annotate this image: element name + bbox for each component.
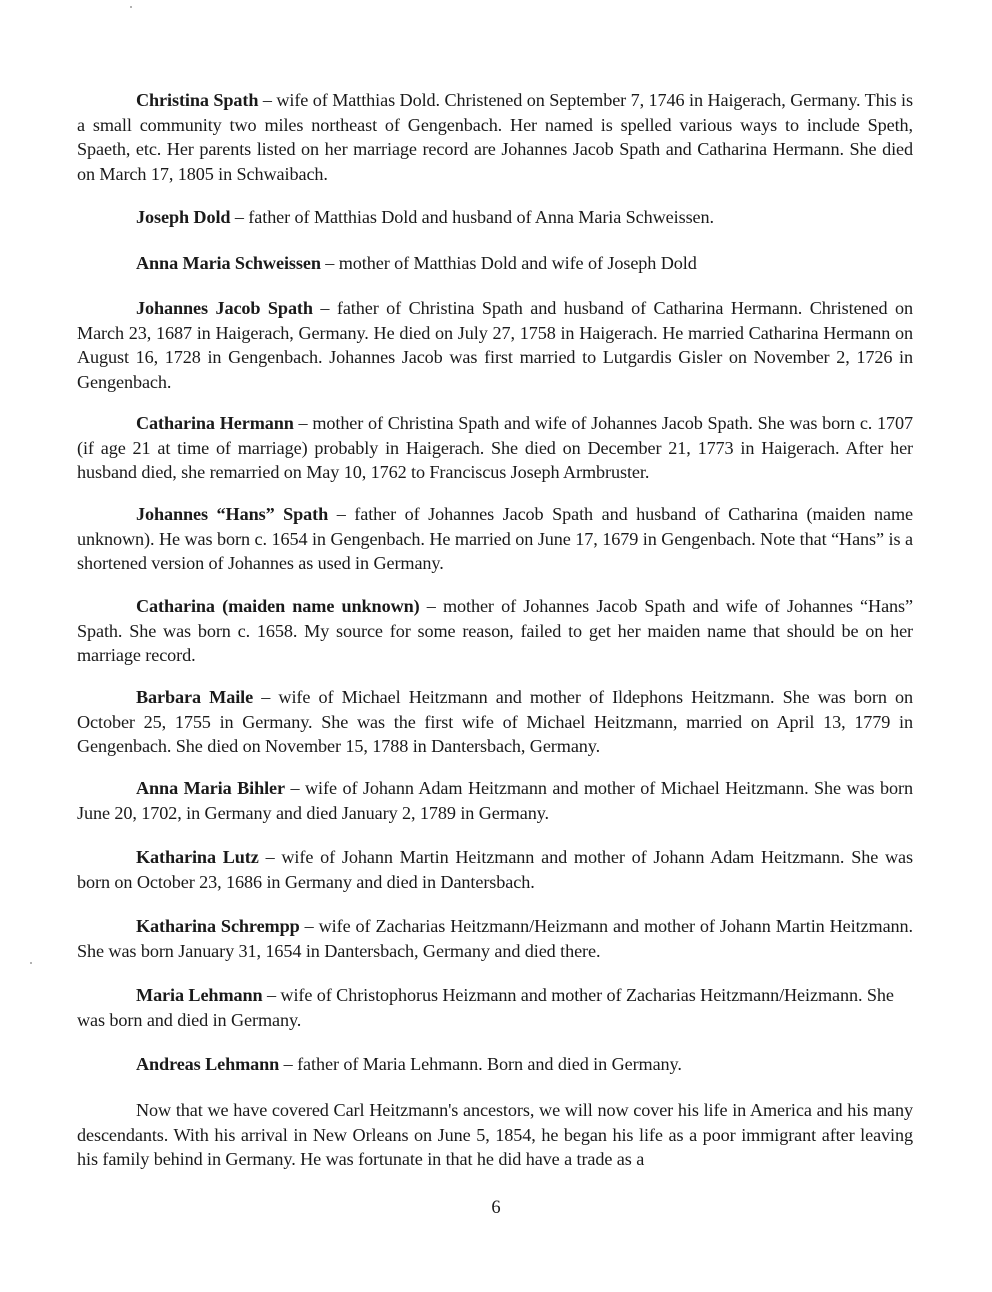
entry-catharina-hermann — [77, 411, 913, 485]
entry-johannes-hans-spath — [77, 502, 913, 576]
entry-catharina-maiden-unknown — [77, 594, 913, 668]
entry-name: Anna Maria Bihler — [136, 778, 285, 798]
entry-christina-spath — [77, 88, 913, 187]
entry-name: Katharina Lutz — [136, 847, 259, 867]
scan-speck — [30, 962, 32, 964]
entry-text: – mother of Johannes Jacob Spath and wife of Johannes “Hans” Spath. She was born c. 1658. My source for some reason, failed to get her maiden name that should be on her marriage record. — [77, 596, 913, 666]
entry-text: – wife of Christophorus Heizmann and mother of Zacharias Heitzmann/Heizmann. She was born and died in Germany. — [77, 985, 894, 1030]
page-number: 6 — [491, 1198, 501, 1218]
entry-name: Maria Lehmann — [136, 985, 263, 1005]
entry-name: Johannes “Hans” Spath — [136, 504, 329, 524]
entry-text: – wife of Johann Adam Heitzmann and mother of Michael Heitzmann. She was born June 20, 1702, in Germany and died January 2, 1789 in Germany. — [77, 778, 913, 823]
entry-text: – mother of Matthias Dold and wife of Joseph Dold — [320, 253, 697, 273]
entry-maria-lehmann — [77, 983, 913, 1032]
entry-katharina-schrempp — [77, 914, 913, 963]
entry-name: Joseph Dold — [136, 207, 231, 227]
entry-andreas-lehmann — [77, 1052, 913, 1077]
entry-text: – wife of Zacharias Heitzmann/Heizmann and mother of Johann Martin Heitzmann. She was born January 31, 1654 in Dantersbach, Germany and died there. — [77, 916, 913, 961]
closing-paragraph: Now that we have covered Carl Heitzmann's ancestors, we will now cover his life in America and his many descendants. With his arrival in New Orleans on June 5, 1854, he began his life as a poor immigrant after leaving his family behind in Germany. He was fortunate in that he did have a trade as a — [77, 1100, 913, 1170]
entry-name: Anna Maria Schweissen — [136, 253, 321, 273]
entry-text: – mother of Christina Spath and wife of Johannes Jacob Spath. She was born c. 1707 (if age 21 at time of marriage) probably in Haigerach. She died on December 21, 1773 in Haigerach. After her husband died, she remarried on May 10, 1762 to Franciscus Joseph Armbruster. — [77, 413, 913, 483]
entry-name: Katharina Schrempp — [136, 916, 300, 936]
scan-speck — [130, 6, 132, 8]
entry-text: – father of Johannes Jacob Spath and husband of Catharina (maiden name unknown). He was born c. 1654 in Gengenbach. He married on June 17, 1679 in Gengenbach. Note that “Hans” is a shortened version of Johannes as used in Germany. — [77, 504, 913, 574]
entry-name: Catharina (maiden name unknown) — [136, 596, 420, 616]
entry-text: – wife of Johann Martin Heitzmann and mother of Johann Adam Heitzmann. She was born on October 23, 1686 in Germany and died in Dantersbach. — [77, 847, 913, 892]
entry-text: – father of Maria Lehmann. Born and died in Germany. — [279, 1054, 682, 1074]
entry-text: – father of Christina Spath and husband of Catharina Hermann. Christened on March 23, 1687 in Haigerach, Germany. He died on July 27, 1758 in Haigerach. He married Catharina Hermann on August 16, 1728 in Gengenbach. Johannes Jacob was first married to Lutgardis Gisler on November 2, 1726 in Gengenbach. — [77, 298, 913, 393]
entry-anna-maria-schweissen — [77, 251, 913, 276]
entry-johannes-jacob-spath — [77, 296, 913, 395]
entry-name: Andreas Lehmann — [136, 1054, 280, 1074]
entry-barbara-maile — [77, 685, 913, 759]
entry-anna-maria-bihler — [77, 776, 913, 825]
entry-name: Barbara Maile — [136, 687, 254, 707]
entry-text: – wife of Michael Heitzmann and mother of Ildephons Heitzmann. She was born on October 25, 1755 in Germany. She was the first wife of Michael Heitzmann, married on April 13, 1779 in Gengenbach. She died on November 15, 1788 in Dantersbach, Germany. — [77, 687, 913, 757]
entry-name: Catharina Hermann — [136, 413, 294, 433]
entry-name: Johannes Jacob Spath — [136, 298, 313, 318]
entry-name: Christina Spath — [136, 90, 259, 110]
entry-text: – wife of Matthias Dold. Christened on September 7, 1746 in Haigerach, Germany. This is a small community two miles northeast of Gengenbach. Her named is spelled various ways to include Speth, Spaeth, etc. Her parents listed on her marriage record are Johannes Jacob Spath and Catharina Hermann. She died on March 17, 1805 in Schwaibach. — [77, 90, 913, 185]
entry-joseph-dold — [77, 205, 913, 230]
entry-text: – father of Matthias Dold and husband of Anna Maria Schweissen. — [230, 207, 714, 227]
entry-katharina-lutz — [77, 845, 913, 894]
